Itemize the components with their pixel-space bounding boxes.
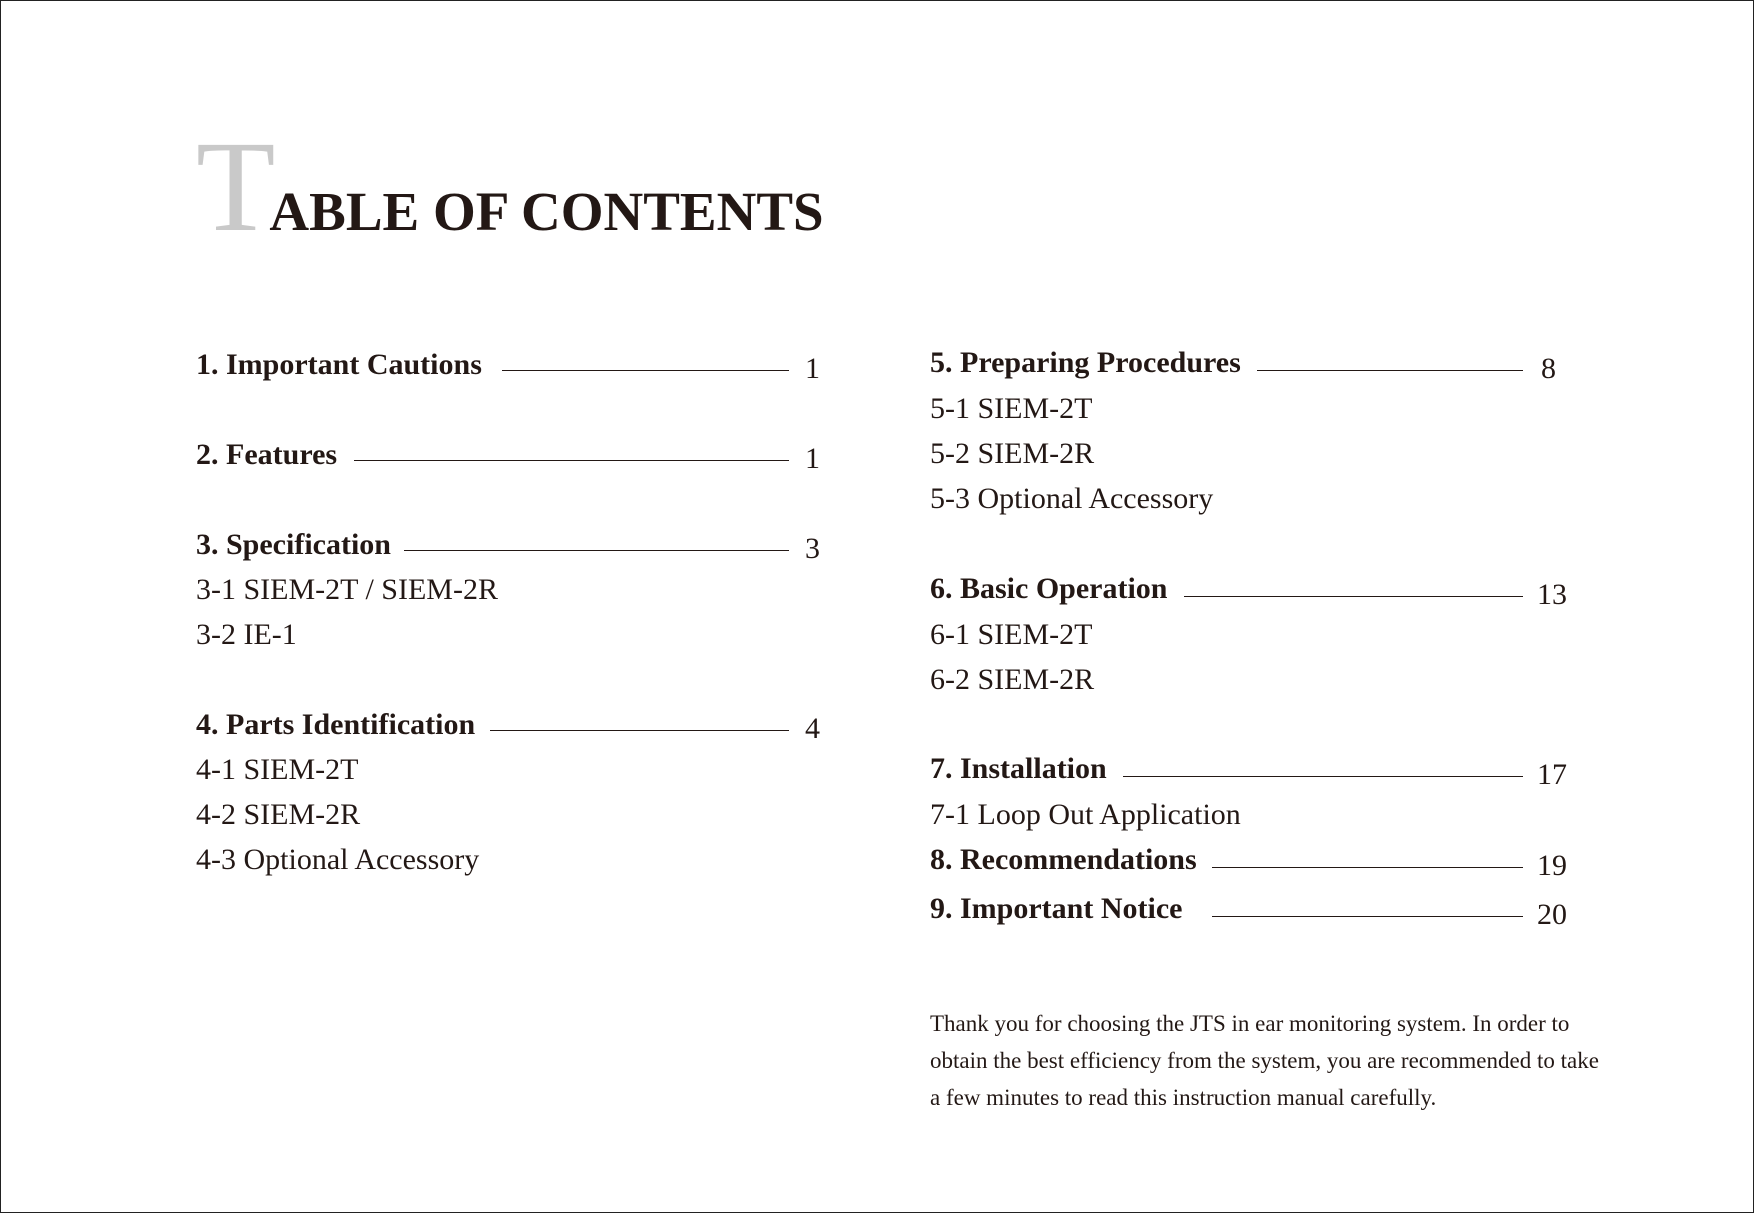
leader-line	[502, 370, 789, 371]
page-title	[196, 115, 824, 259]
toc-subitem[interactable]: 4-2 SIEM-2R	[196, 798, 361, 831]
title-initial: T	[196, 115, 276, 259]
toc-heading-8[interactable]: 8. Recommendations	[930, 843, 1197, 876]
toc-page-3: 3	[805, 532, 820, 565]
leader-line	[1257, 370, 1523, 371]
toc-page-1: 1	[805, 352, 820, 385]
leader-line	[1212, 916, 1523, 917]
toc-heading-5[interactable]: 5. Preparing Procedures	[930, 346, 1241, 379]
toc-heading-2[interactable]: 2. Features	[196, 438, 338, 471]
toc-subitem[interactable]: 5-3 Optional Accessory	[930, 482, 1214, 515]
toc-page-9: 20	[1537, 898, 1567, 931]
leader-line	[490, 730, 789, 731]
toc-heading-7[interactable]: 7. Installation	[930, 752, 1107, 785]
toc-page-8: 19	[1537, 849, 1567, 882]
toc-page-4: 4	[805, 712, 820, 745]
toc-subitem[interactable]: 5-2 SIEM-2R	[930, 437, 1095, 470]
toc-heading-3[interactable]: 3. Specification	[196, 528, 391, 561]
toc-heading-1[interactable]: 1. Important Cautions	[196, 348, 482, 381]
toc-heading-6[interactable]: 6. Basic Operation	[930, 572, 1168, 605]
toc-heading-4[interactable]: 4. Parts Identification	[196, 708, 476, 741]
toc-page-7: 17	[1537, 758, 1567, 791]
toc-subitem[interactable]: 6-1 SIEM-2T	[930, 618, 1093, 651]
toc-subitem[interactable]: 4-1 SIEM-2T	[196, 753, 359, 786]
toc-page-5: 8	[1541, 352, 1556, 385]
toc-subitem[interactable]: 5-1 SIEM-2T	[930, 392, 1093, 425]
toc-heading-9[interactable]: 9. Important Notice	[930, 892, 1183, 925]
toc-subitem[interactable]: 3-2 IE-1	[196, 618, 297, 651]
toc-subitem[interactable]: 4-3 Optional Accessory	[196, 843, 480, 876]
toc-page-6: 13	[1537, 578, 1567, 611]
toc-subitem[interactable]: 6-2 SIEM-2R	[930, 663, 1095, 696]
title-text: ABLE OF CONTENTS	[269, 181, 824, 242]
toc-subitem[interactable]: 7-1 Loop Out Application	[930, 798, 1241, 831]
toc-subitem[interactable]: 3-1 SIEM-2T / SIEM-2R	[196, 573, 498, 606]
leader-line	[1123, 776, 1523, 777]
leader-line	[1184, 596, 1523, 597]
leader-line	[404, 550, 789, 551]
leader-line	[1212, 867, 1523, 868]
intro-paragraph: Thank you for choosing the JTS in ear monitoring system. In order to obtain the best efficiency from the system, you are recommended to take a few minutes to read this instruction manual carefully.	[930, 1011, 1599, 1110]
toc-page-2: 1	[805, 442, 820, 475]
leader-line	[354, 460, 789, 461]
